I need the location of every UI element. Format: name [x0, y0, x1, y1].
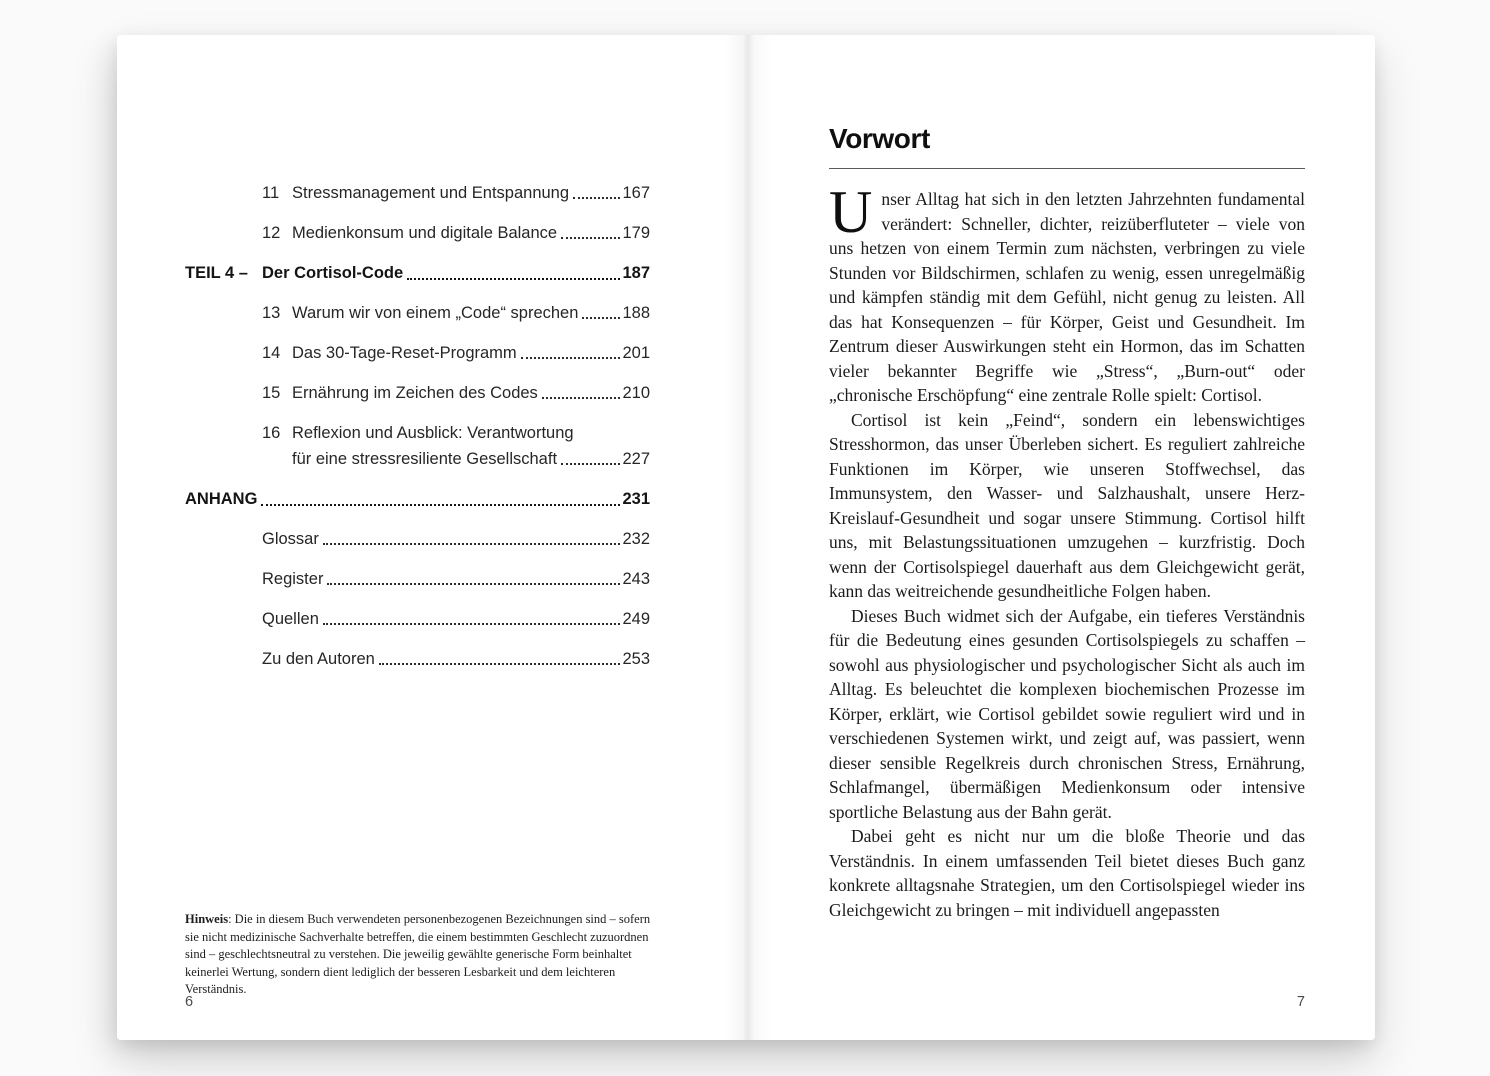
toc-entry-title: Quellen: [262, 610, 319, 628]
paragraph: Dieses Buch widmet sich der Aufgabe, ein tieferes Verständnis für die Bedeutung eines gesunden Cortisolspiegels zu schaffen – sowohl aus physiologischer und psychologischer Sicht als auch im Alltag. Es beleuchtet die komplexen biochemischen Prozesse im Körper, erklärt, wie Cortisol gebildet sowie reguliert wird und in verschiedenen Systemen wirkt, und zeigt auf, was passiert, wenn dieser sensible Regelkreis durch chronischen Stress, Ernährung, Schlafmangel, übermäßigen Medienkonsum oder intensive sportliche Belastung aus der Bahn gerät.: [829, 605, 1305, 822]
toc-dot-leader: [323, 623, 621, 625]
title-rule: [829, 168, 1305, 169]
toc-entry-title: Ernährung im Zeichen des Codes: [292, 384, 538, 402]
drop-cap: U: [829, 179, 873, 245]
right-page: [746, 35, 1375, 1040]
body-text: [829, 179, 1305, 922]
toc-chapter-entry: [185, 223, 650, 243]
hinweis-label: Hinweis: [185, 912, 229, 926]
toc-chapter-number: 14: [262, 344, 281, 362]
toc-appendix-entry: [185, 569, 650, 589]
toc-entry-title: Reflexion und Ausblick: Verantwortung: [292, 424, 574, 442]
toc-page-number: 179: [622, 224, 650, 242]
toc-entry-title: Glossar: [262, 530, 319, 548]
toc-chapter-number: 12: [262, 224, 281, 242]
toc-part-entry: [185, 263, 650, 283]
toc-chapter-entry-line2: [185, 449, 650, 469]
left-page: [117, 35, 746, 1040]
toc-dot-leader: [542, 397, 621, 399]
toc-chapter-entry: [185, 423, 650, 443]
toc-entry-title-line2: für eine stressresiliente Gesellschaft: [292, 450, 558, 468]
toc-entry-title: Zu den Autoren: [262, 650, 375, 668]
toc-page-number: 167: [622, 184, 650, 202]
toc-page-number: 243: [622, 570, 650, 588]
toc-appendix-entry: [185, 529, 650, 549]
toc-entry-title: Register: [262, 570, 324, 588]
toc-dot-leader: [521, 357, 621, 359]
toc-dot-leader: [573, 197, 620, 199]
toc-dot-leader: [407, 278, 620, 280]
toc-appendix-entry: [185, 649, 650, 669]
page-number-right: 7: [1296, 994, 1305, 1010]
toc-page-number: 201: [622, 344, 650, 362]
toc-chapter-entry: [185, 183, 650, 203]
chapter-title: Vorwort: [829, 123, 930, 154]
toc-chapter-entry: [185, 343, 650, 363]
toc-chapter-entry: [185, 303, 650, 323]
toc-page-number: 232: [622, 530, 650, 548]
toc-chapter-number: 16: [262, 424, 281, 442]
toc-dot-leader: [327, 583, 620, 585]
toc-dot-leader: [561, 237, 620, 239]
toc-chapter-entry: [185, 383, 650, 403]
toc-part-label: TEIL 4 –: [185, 264, 248, 282]
paragraph: Unser Alltag hat sich in den letzten Jahrzehnten fundamental verändert: Schneller, dichter, reizüberfluteter – viele von uns hetzen von einem Termin zum nächsten, verbringen zu viele Stunden vor Bildschirmen, schlafen zu wenig, essen unregelmäßig und kämpfen ständig mit dem Gefühl, nicht genug zu leisten. All das hat Konsequenzen – für Körper, Geist und Gesundheit. Im Zentrum dieser Auswirkungen steht ein Hormon, das im Schatten vieler bekannter Begriffe wie „Stress“, „Burn-out“ oder „chronische Erschöpfung“ eine zentrale Rolle spielt: Cortisol.: [829, 179, 1305, 405]
toc-dot-leader: [582, 317, 620, 319]
table-of-contents: [185, 183, 650, 669]
toc-dot-leader: [323, 543, 621, 545]
toc-page-number: 253: [622, 650, 650, 668]
toc-page-number: 187: [622, 264, 650, 282]
hinweis-footnote: [185, 911, 655, 999]
toc-chapter-number: 11: [262, 184, 280, 202]
toc-part-entry: [185, 489, 650, 509]
toc-chapter-number: 15: [262, 384, 281, 402]
toc-page-number: 227: [622, 450, 650, 468]
toc-entry-title: Das 30-Tage-Reset-Programm: [292, 344, 517, 362]
book-spread: [117, 35, 1375, 1040]
toc-entry-title: Stressmanagement und Entspannung: [292, 184, 570, 202]
paragraph: Cortisol ist kein „Feind“, sondern ein lebenswichtiges Stresshormon, das unser Überleben sichert. Es reguliert zahlreiche Funktionen im Körper, wie unseren Stoffwechsel, das Immunsystem, den Wasser- und Salzhaushalt, unsere Herz-Kreislauf-Gesundheit und sogar unsere Stimmung. Cortisol hilft uns, mit Belastungssituationen umzugehen – kurzfristig. Doch wenn der Cortisolspiegel dauerhaft aus dem Gleichgewicht gerät, kann das weitreichende gesundheitliche Folgen haben.: [829, 409, 1305, 601]
toc-page-number: 249: [622, 610, 650, 628]
toc-entry-title: Medienkonsum und digitale Balance: [292, 224, 558, 242]
toc-dot-leader: [261, 504, 620, 506]
toc-part-label: ANHANG: [185, 490, 258, 508]
toc-dot-leader: [561, 463, 620, 465]
hinweis-text: : Die in diesem Buch verwendeten personenbezogenen Bezeichnungen sind – sofern sie nicht medizinische Sachverhalte betreffen, die einem bestimmten Geschlecht zuzuordnen sind – geschlechtsneutral zu verstehen. Die jeweilig gewählte generische Form beinhaltet keinerlei Wertung, sondern dient lediglich der besseren Lesbarkeit und dem leichteren Verständnis.: [185, 912, 651, 996]
toc-dot-leader: [379, 663, 621, 665]
toc-appendix-entry: [185, 609, 650, 629]
toc-page-number: 210: [622, 384, 650, 402]
toc-page-number: 188: [622, 304, 650, 322]
toc-page-number: 231: [622, 490, 650, 508]
page-number-left: 6: [185, 994, 194, 1010]
toc-entry-title: Warum wir von einem „Code“ sprechen: [292, 304, 579, 322]
toc-chapter-number: 13: [262, 304, 281, 322]
toc-part-title: Der Cortisol-Code: [262, 264, 404, 282]
paragraph: Dabei geht es nicht nur um die bloße Theorie und das Verständnis. In einem umfassenden Teil bietet dieses Buch ganz konkrete alltagsnahe Strategien, um den Cortisolspiegel wieder ins Gleichgewicht zu bringen – mit individuell angepassten: [829, 826, 1305, 920]
